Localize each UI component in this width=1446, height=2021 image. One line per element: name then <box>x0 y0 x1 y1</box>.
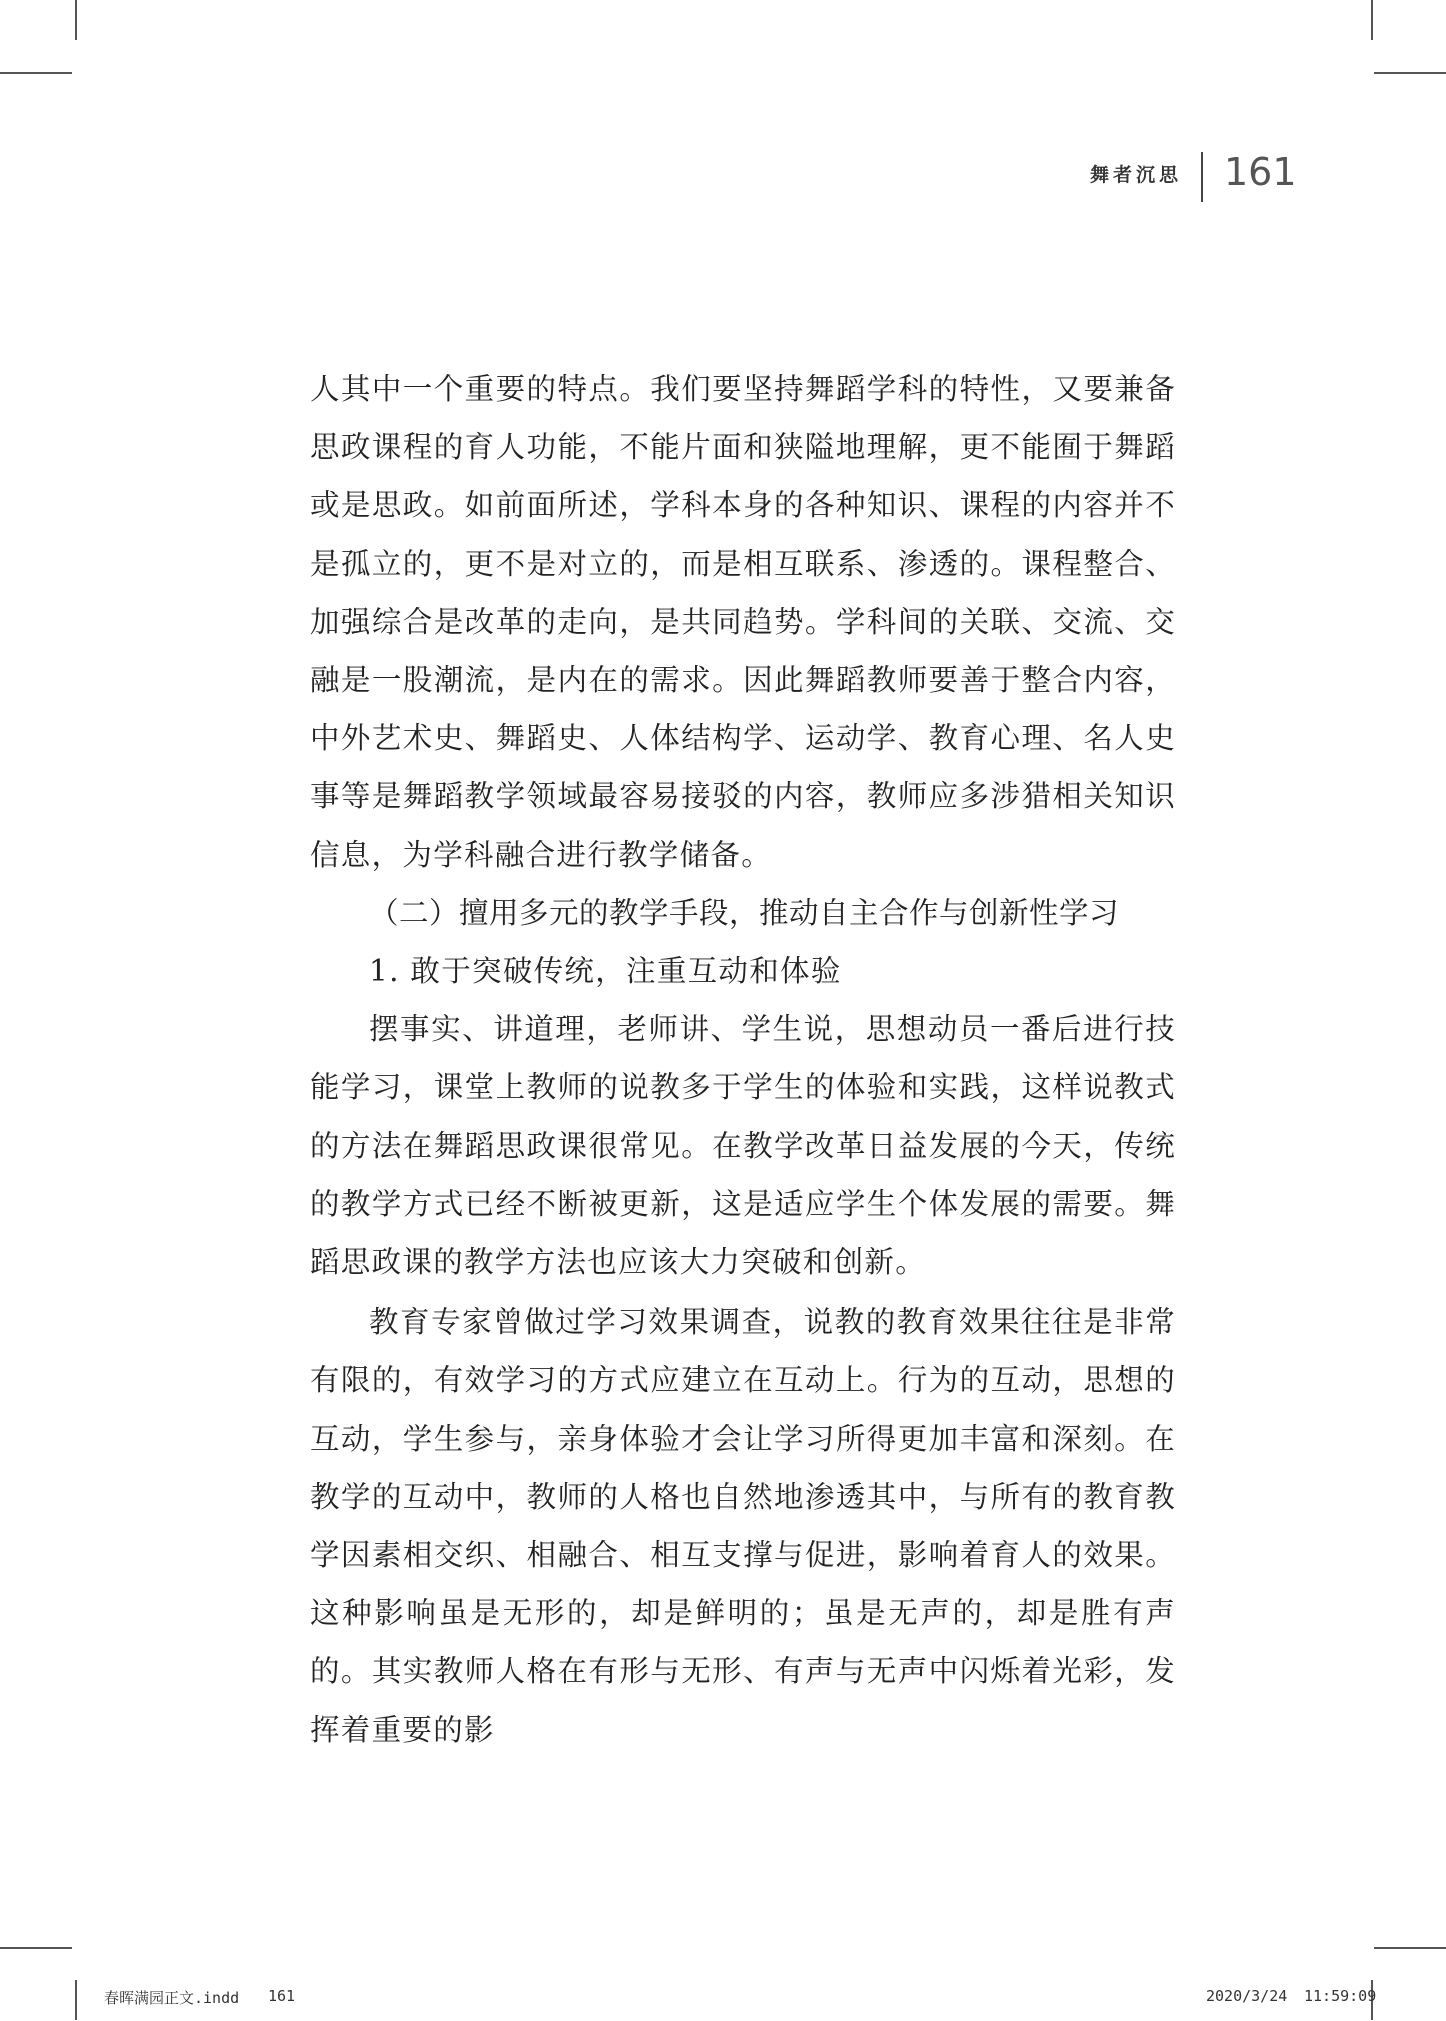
running-title: 舞者沉思 <box>1090 164 1183 186</box>
crop-mark <box>75 0 77 40</box>
paragraph: 人其中一个重要的特点。我们要坚持舞蹈学科的特性，又要兼备思政课程的育人功能，不能片面和狭隘地理解，更不能囿于舞蹈或是思政。如前面所述，学科本身的各种知识、课程的内容并不是孤立的，更不是对立的，而是相互联系、渗透的。课程整合、加强综合是改革的走向，是共同趋势。学科间的关联、交流、交融是一股潮流，是内在的需求。因此舞蹈教师要善于整合内容，中外艺术史、舞蹈史、人体结构学、运动学、教育心理、名人史事等是舞蹈教学领域最容易接驳的内容，教师应多涉猎相关知识信息，为学科融合进行教学储备。 <box>310 372 1176 872</box>
crop-mark <box>0 72 72 74</box>
crop-mark <box>1371 0 1373 40</box>
header-divider <box>1201 152 1203 202</box>
body-text <box>310 360 1176 1759</box>
crop-mark <box>75 1980 77 2020</box>
footer-date: 2020/3/24 <box>1206 1987 1288 2005</box>
crop-mark <box>1374 1947 1446 1949</box>
section-heading: （二）擅用多元的教学手段，推动自主合作与创新性学习 <box>369 895 1120 930</box>
crop-mark <box>0 1947 72 1949</box>
crop-mark <box>1374 72 1446 74</box>
subsection-heading: 1. 敢于突破传统，注重互动和体验 <box>369 954 842 989</box>
footer-file-name: 春晖满园正文.indd <box>104 1989 240 2007</box>
footer-time: 11:59:09 <box>1304 1987 1377 2005</box>
paragraph: 教育专家曾做过学习效果调查，说教的教育效果往往是非常有限的，有效学习的方式应建立在互动上。行为的互动，思想的互动，学生参与，亲身体验才会让学习所得更加丰富和深刻。在教学的互动中，教师的人格也自然地渗透其中，与所有的教育教学因素相交织、相融合、相互支撑与促进，影响着育人的效果。这种影响虽是无形的，却是鲜明的；虽是无声的，却是胜有声的。其实教师人格在有形与无形、有声与无声中闪烁着光彩，发挥着重要的影 <box>310 1305 1176 1747</box>
page-number: 161 <box>1224 150 1297 194</box>
paragraph: 摆事实、讲道理，老师讲、学生说，思想动员一番后进行技能学习，课堂上教师的说教多于学生的体验和实践，这样说教式的方法在舞蹈思政课很常见。在教学改革日益发展的今天，传统的教学方式已经不断被更新，这是适应学生个体发展的需要。舞蹈思政课的教学方法也应该大力突破和创新。 <box>310 1012 1176 1280</box>
footer-file-page: 161 <box>268 1987 296 2005</box>
